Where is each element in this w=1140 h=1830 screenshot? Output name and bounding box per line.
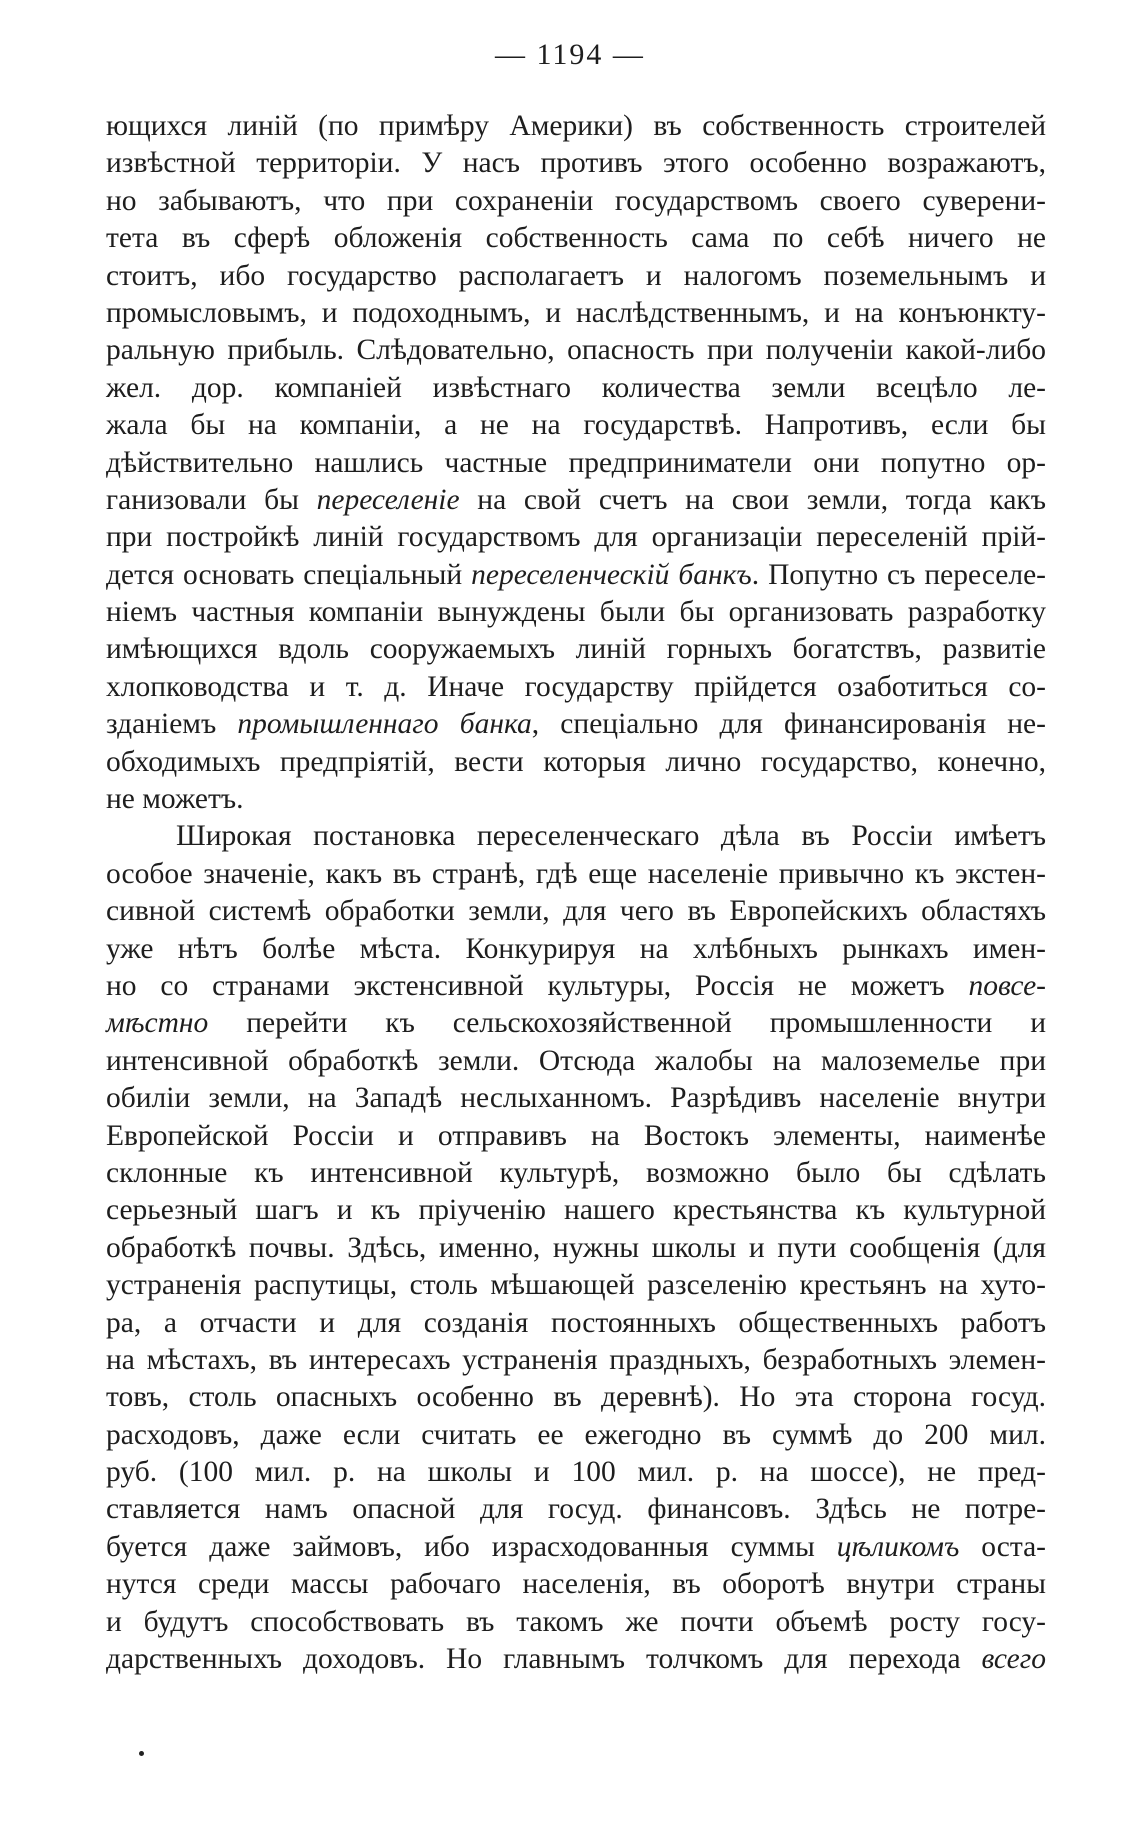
text-line: [106, 744, 1046, 781]
text-line: [106, 1379, 1046, 1416]
text-segment: жала бы на компаніи, а не на государствѣ. Напротивъ, если бы: [106, 409, 1046, 442]
italic-text: переселенческій банкъ: [471, 558, 752, 591]
text-line: [106, 1417, 1046, 1454]
italic-text: всего: [981, 1643, 1046, 1676]
text-segment: товъ, столь опасныхъ особенно въ деревнѣ). Но эта сторона госуд.: [106, 1381, 1046, 1414]
italic-text: мѣстно: [106, 1007, 209, 1040]
text-line: [106, 1080, 1046, 1117]
text-line: [106, 781, 1046, 818]
text-segment: на мѣстахъ, въ интересахъ устраненія праздныхъ, безработныхъ элемен-: [106, 1343, 1046, 1376]
text-line: [106, 1641, 1046, 1678]
text-line: [106, 332, 1046, 369]
text-segment: ра, а отчасти и для созданія постоянныхъ общественныхъ работъ: [106, 1306, 1046, 1339]
text-segment: ставляется намъ опасной для госуд. финансовъ. Здѣсь не потре-: [106, 1493, 1046, 1526]
page-number: — 1194 —: [495, 38, 645, 71]
text-segment: серьезный шагъ и къ пріученію нашего крестьянства къ культурной: [106, 1194, 1046, 1227]
text-segment: хлопководства и т. д. Иначе государству прійдется озаботиться со-: [106, 670, 1046, 703]
text-segment: ніемъ частныя компаніи вынуждены были бы организовать разработку: [106, 596, 1046, 629]
text-segment: имѣющихся вдоль сооружаемыхъ линій горныхъ богатствъ, развитіе: [106, 633, 1046, 666]
text-line: [106, 1454, 1046, 1491]
text-segment: расходовъ, даже если считать ее ежегодно въ суммѣ до 200 мил.: [106, 1418, 1046, 1451]
text-line: [106, 1604, 1046, 1641]
text-line: [106, 482, 1046, 519]
text-segment: обработкѣ почвы. Здѣсь, именно, нужны школы и пути сообщенія (для: [106, 1231, 1046, 1264]
text-line: [106, 1005, 1046, 1042]
text-segment: но забываютъ, что при сохраненіи государствомъ своего суверени-: [106, 184, 1046, 217]
text-line: [106, 1230, 1046, 1267]
italic-text: переселеніе: [316, 483, 460, 516]
text-segment: уже нѣтъ болѣе мѣста. Конкурируя на хлѣбныхъ рынкахъ имен-: [106, 932, 1046, 965]
text-line: [106, 108, 1046, 145]
text-segment: на свой счетъ на свои земли, тогда какъ: [459, 483, 1046, 516]
text-segment: , спеціально для финансированія не-: [531, 708, 1046, 741]
italic-text: цѣликомъ: [836, 1530, 960, 1563]
text-segment: дарственныхъ доходовъ. Но главнымъ толчкомъ для перехода: [106, 1643, 982, 1676]
text-segment: извѣстной территоріи. У насъ противъ этого особенно возражаютъ,: [106, 147, 1046, 180]
text-body: [106, 108, 1046, 1678]
text-line: [106, 1491, 1046, 1528]
text-segment: . Попутно съ переселе-: [751, 558, 1047, 591]
text-segment: при постройкѣ линій государствомъ для организаціи переселеній прій-: [106, 521, 1046, 554]
text-line: [106, 1529, 1046, 1566]
italic-text: промышленнаго банка: [237, 708, 532, 741]
text-segment: дѣйствительно нашлись частные предприниматели они попутно ор-: [106, 446, 1046, 479]
text-segment: оста-: [959, 1530, 1046, 1563]
text-segment: нутся среди массы рабочаго населенія, въ оборотѣ внутри страны: [106, 1568, 1046, 1601]
text-segment: тета въ сферѣ обложенія собственность сама по себѣ ничего не: [106, 222, 1046, 255]
text-segment: и будутъ способствовать въ такомъ же почти объемѣ росту госу-: [106, 1605, 1046, 1638]
text-segment: жел. дор. компаніей извѣстнаго количества земли всецѣло ле-: [106, 371, 1046, 404]
text-line: [106, 1118, 1046, 1155]
text-segment: особое значеніе, какъ въ странѣ, гдѣ еще населеніе привычно къ экстен-: [106, 857, 1046, 890]
text-line: [106, 258, 1046, 295]
text-segment: обиліи земли, на Западѣ неслыханномъ. Разрѣдивъ населеніе внутри: [106, 1082, 1046, 1115]
text-segment: стоитъ, ибо государство располагаетъ и налогомъ поземельнымъ и: [106, 259, 1046, 292]
text-segment: перейти къ сельскохозяйственной промышленности и: [208, 1007, 1046, 1040]
text-line: [106, 1043, 1046, 1080]
text-line: [106, 183, 1046, 220]
text-line: [106, 631, 1046, 668]
text-segment: обходимыхъ предпріятій, вести которыя лично государство, конечно,: [106, 745, 1046, 778]
text-segment: зданіемъ: [106, 708, 238, 741]
text-line: [106, 145, 1046, 182]
text-line: [106, 407, 1046, 444]
text-line: [106, 931, 1046, 968]
italic-text: повсе-: [968, 969, 1046, 1002]
text-segment: Широкая постановка переселенческаго дѣла въ Россіи имѣетъ: [176, 820, 1046, 853]
text-line: [106, 706, 1046, 743]
text-line: [106, 818, 1046, 855]
paragraph: [106, 818, 1046, 1678]
text-segment: дется основать спеціальный: [106, 558, 472, 591]
text-segment: склонные къ интенсивной культурѣ, возможно было бы сдѣлать: [106, 1156, 1046, 1189]
text-line: [106, 594, 1046, 631]
text-line: [106, 1155, 1046, 1192]
text-line: [106, 893, 1046, 930]
text-line: [106, 1566, 1046, 1603]
text-segment: интенсивной обработкѣ земли. Отсюда жалобы на малоземелье при: [106, 1044, 1046, 1077]
text-line: [106, 1267, 1046, 1304]
text-segment: ющихся линій (по примѣру Америки) въ собственность строителей: [106, 110, 1046, 142]
paragraph: [106, 108, 1046, 818]
text-line: [106, 856, 1046, 893]
text-line: [106, 557, 1046, 594]
text-line: [106, 1192, 1046, 1229]
text-line: [106, 445, 1046, 482]
text-line: [106, 519, 1046, 556]
text-segment: Европейской Россіи и отправивъ на Востокъ элементы, наименѣе: [106, 1119, 1046, 1152]
text-segment: ганизовали бы: [106, 483, 317, 516]
text-line: [106, 1305, 1046, 1342]
text-segment: не можетъ.: [106, 783, 244, 816]
text-line: [106, 220, 1046, 257]
text-segment: сивной системѣ обработки земли, для чего въ Европейскихъ областяхъ: [106, 895, 1046, 928]
text-segment: но со странами экстенсивной культуры, Россія не можетъ: [106, 969, 969, 1002]
text-line: [106, 968, 1046, 1005]
text-segment: буется даже займовъ, ибо израсходованныя суммы: [106, 1530, 837, 1563]
text-segment: ральную прибыль. Слѣдовательно, опасность при полученіи какой-либо: [106, 334, 1046, 367]
text-line: [106, 1342, 1046, 1379]
text-segment: руб. (100 мил. р. на школы и 100 мил. р. на шоссе), не пред-: [106, 1456, 1046, 1489]
text-segment: устраненія распутицы, столь мѣшающей разселенію крестьянъ на хуто-: [106, 1269, 1046, 1302]
text-line: [106, 295, 1046, 332]
text-line: [106, 370, 1046, 407]
text-line: [106, 669, 1046, 706]
text-segment: промысловымъ, и подоходнымъ, и наслѣдственнымъ, и на конъюнкту-: [106, 296, 1046, 329]
ink-mark: [139, 1751, 144, 1756]
